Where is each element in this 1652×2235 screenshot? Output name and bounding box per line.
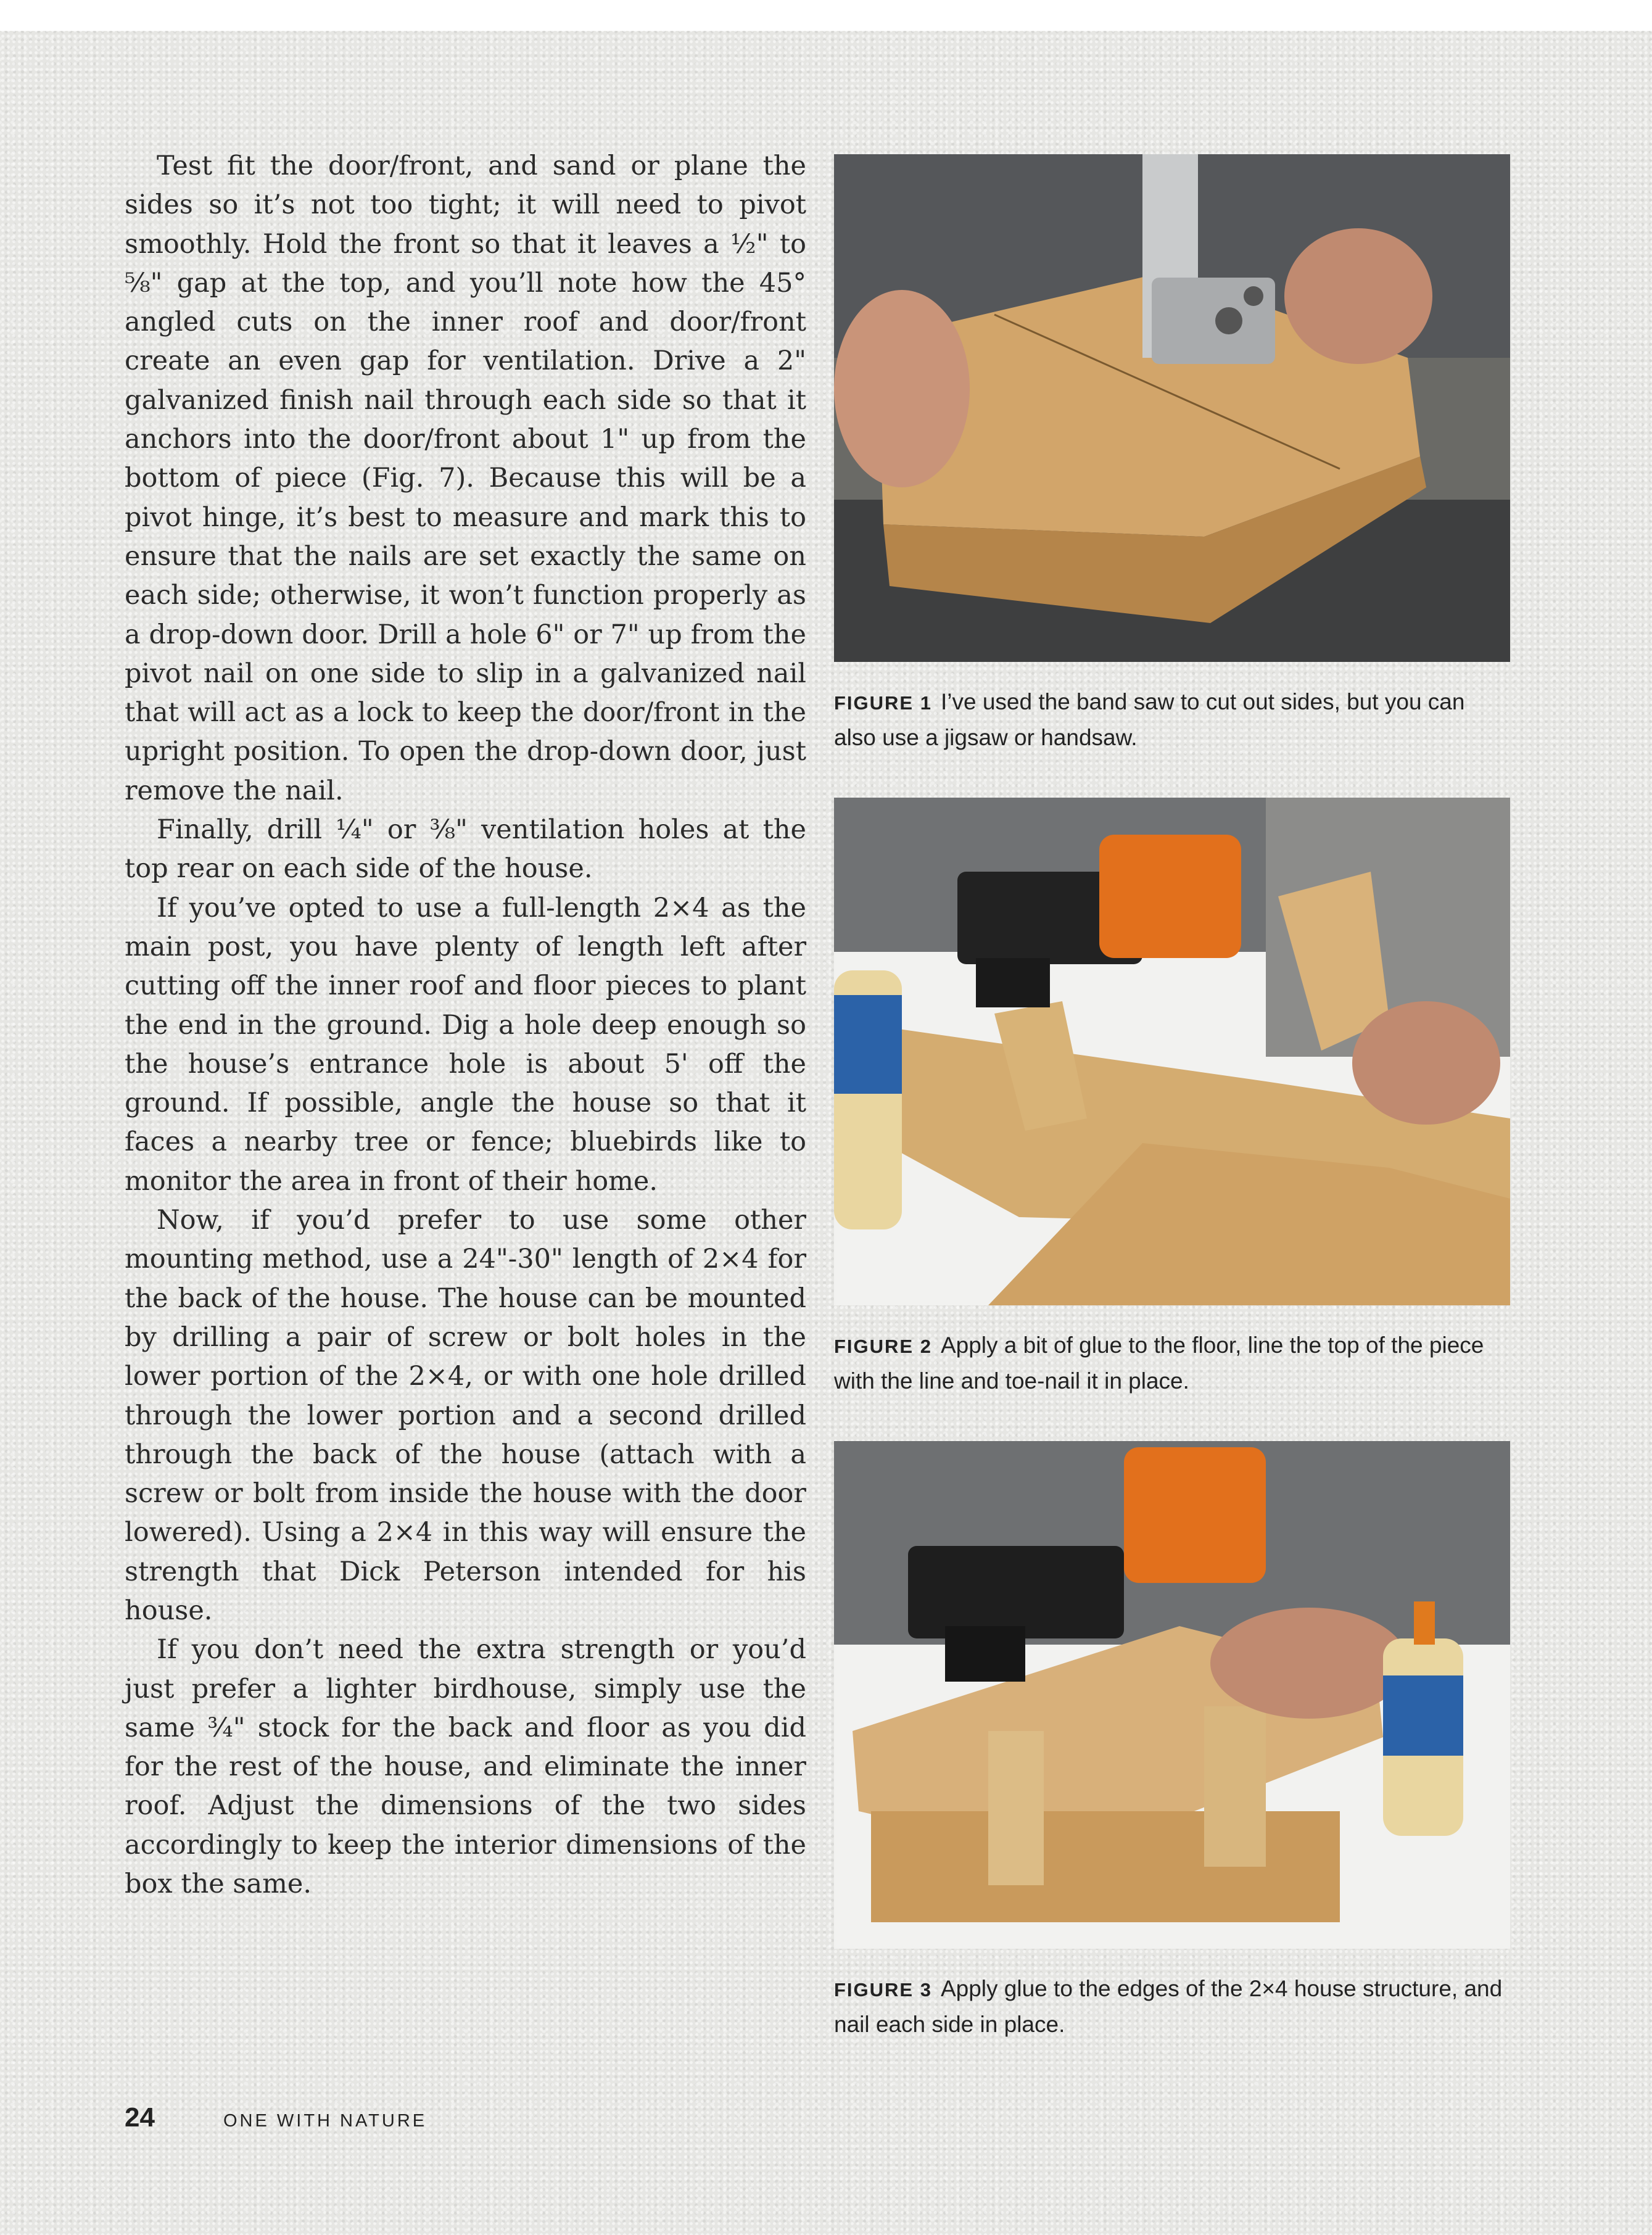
figure-1 <box>834 154 1510 765</box>
body-text-column <box>125 147 806 1904</box>
figure-2-photo <box>834 798 1510 1305</box>
caption-text: Apply a bit of glue to the floor, line the top of the piece with the line and toe-nail it in place. <box>834 1332 1484 1394</box>
figure-label: FIGURE 2 <box>834 1336 932 1357</box>
section-title: ONE WITH NATURE <box>223 2111 427 2131</box>
page-top-margin <box>0 0 1652 31</box>
band-saw-photo <box>834 154 1510 662</box>
nail-gun-photo <box>834 798 1510 1305</box>
paragraph: If you’ve opted to use a full-length 2×4 as the main post, you have plenty of length left after cutting off the inner roof and floor pieces to plant the end in the ground. Dig a hole deep enough so the house’s entrance hole is about 5' off the ground. If possible, angle the house so that it faces a nearby tree or fence; bluebirds like to monitor the area in front of their home. <box>125 892 806 1197</box>
figure-2 <box>834 798 1510 1408</box>
figure-3-photo <box>834 1441 1510 1949</box>
caption-text: Apply glue to the edges of the 2×4 house structure, and nail each side in place. <box>834 1976 1503 2037</box>
figure-label: FIGURE 3 <box>834 1979 932 2001</box>
paragraph: Finally, drill ¼" or ⅜" ventilation holes at the top rear on each side of the house. <box>125 814 806 885</box>
figure-1-photo <box>834 154 1510 662</box>
figure-2-caption <box>834 1328 1510 1398</box>
house-assembly-photo <box>834 1441 1510 1949</box>
paragraph: If you don’t need the extra strength or you’d just prefer a lighter birdhouse, simply use the same ¾" stock for the back and floor as you did for the rest of the house, and eliminate the inner roof. Adjust the dimensions of the two sides accordingly to keep the interior dimensions of the box the same. <box>125 1634 806 1900</box>
page-number: 24 <box>125 2102 155 2133</box>
page-footer <box>125 2102 427 2133</box>
caption-text: I’ve used the band saw to cut out sides, but you can also use a jigsaw or handsaw. <box>834 689 1465 750</box>
figure-3-caption <box>834 1972 1510 2042</box>
paragraph: Now, if you’d prefer to use some other mounting method, use a 24"-30" length of 2×4 for the back of the house. The house can be mounted by drilling a pair of screw or bolt holes in the lower portion of the 2×4, or with one hole drilled through the lower portion and a second drilled through the back of the house (attach with a screw or bolt from inside the house with the door lowered). Using a 2×4 in this way will ensure the strength that Dick Peterson intended for his house. <box>125 1205 806 1626</box>
figure-1-caption <box>834 685 1510 755</box>
figure-3 <box>834 1441 1510 2058</box>
paragraph: Test fit the door/front, and sand or plane the sides so it’s not too tight; it will need to pivot smoothly. Hold the front so that it leaves a ½" to ⅝" gap at the top, and you’ll note how the 45° angled cuts on the inner roof and door/front create an even gap for ventilation. Drive a 2" galvanized finish nail through each side so that it anchors into the door/front about 1" up from the bottom of piece (Fig. 7). Because this will be a pivot hinge, it’s best to measure and mark this to ensure that the nails are set exactly the same on each side; otherwise, it won’t function properly as a drop-down door. Drill a hole 6" or 7" up from the pivot nail on one side to slip in a galvanized nail that will act as a lock to keep the door/front in the upright position. To open the drop-down door, just remove the nail. <box>125 151 806 806</box>
figure-label: FIGURE 1 <box>834 692 932 714</box>
